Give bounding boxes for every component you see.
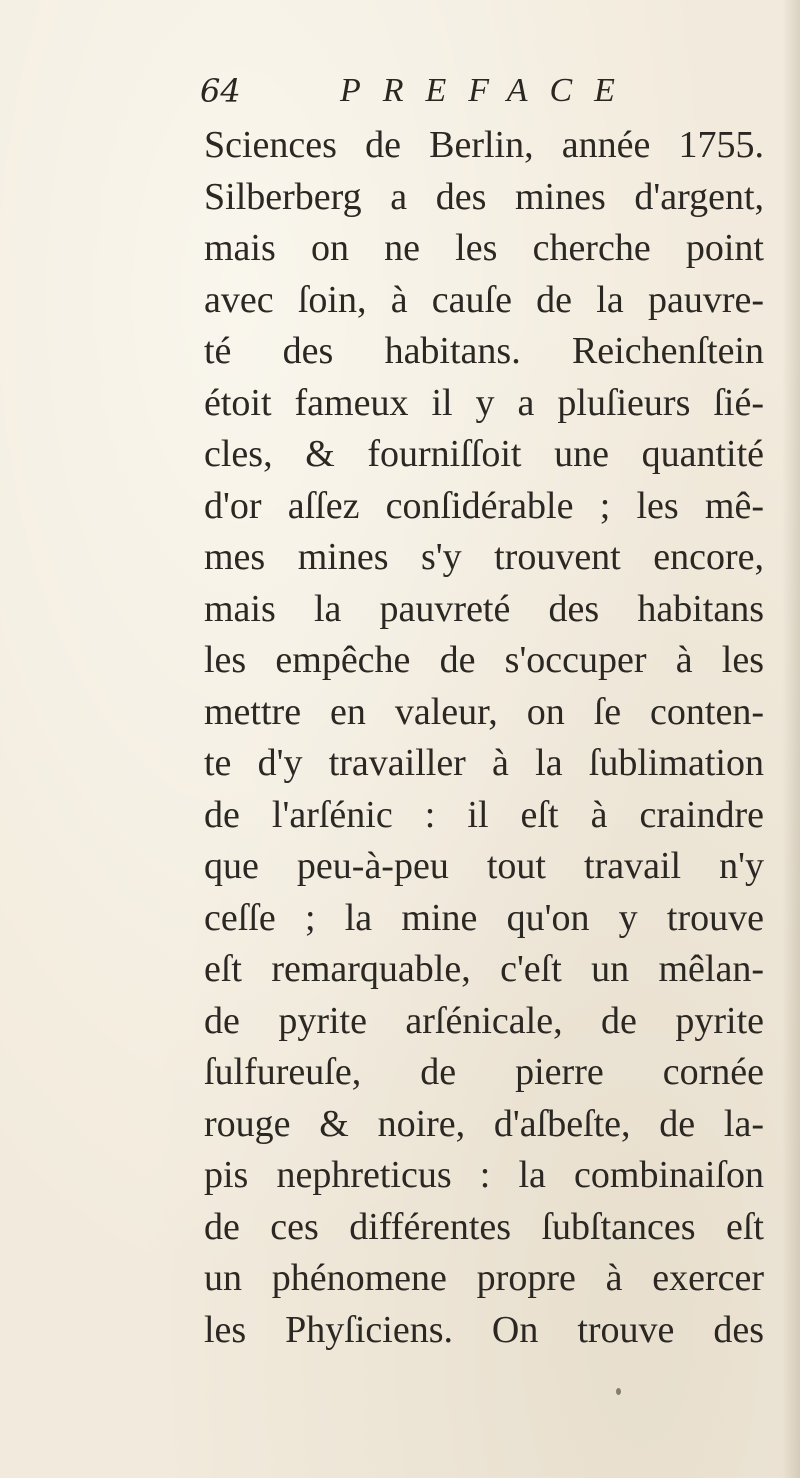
text-line: de l'arſénic : il eſt à craindre [204,793,764,836]
text-line: te d'y travailler à la ſublimation [204,742,764,784]
text-line: mettre en valeur, on ſe conten- [204,690,764,733]
text-line: un phénomene propre à exercer [204,1257,764,1299]
text-line: Silberberg a des mines d'argent, [204,175,764,218]
text-line: rouge & noire, d'aſbeſte, de la- [204,1102,764,1145]
text-line: d'or aſſez conſidérable ; les mê- [204,484,764,527]
text-line: les empêche de s'occuper à les [204,639,764,681]
page-number: 64 [200,72,241,110]
text-line: cles, & fourniſſoit une quantité [204,433,764,475]
text-line: de pyrite arſénicale, de pyrite [204,999,764,1042]
page-gutter-shadow [782,0,800,1478]
text-line: mais la pauvreté des habitans [204,587,764,630]
text-line: étoit fameux il y a pluſieurs ſié- [204,381,764,424]
body-text [204,120,764,1356]
text-line: Sciences de Berlin, année 1755. [204,124,764,166]
text-line: eſt remarquable, c'eſt un mêlan- [204,948,764,990]
text-line: mais on ne les cherche point [204,227,764,269]
text-line: de ces différentes ſubſtances eſt [204,1205,764,1248]
text-line: té des habitans. Reichenſtein [204,330,764,372]
ink-speck [616,1388,621,1395]
text-line: ceſſe ; la mine qu'on y trouve [204,896,764,939]
text-line: ſulfureuſe, de pierre cornée [204,1051,764,1093]
page-header [200,72,760,120]
running-title: PREFACE [340,72,637,109]
text-line: que peu-à-peu tout travail n'y [204,845,764,887]
text-line: pis nephreticus : la combinaiſon [204,1154,764,1196]
text-line: les Phyſiciens. On trouve des [204,1308,764,1351]
text-line: avec ſoin, à cauſe de la pauvre- [204,278,764,321]
text-line: mes mines s'y trouvent encore, [204,536,764,578]
